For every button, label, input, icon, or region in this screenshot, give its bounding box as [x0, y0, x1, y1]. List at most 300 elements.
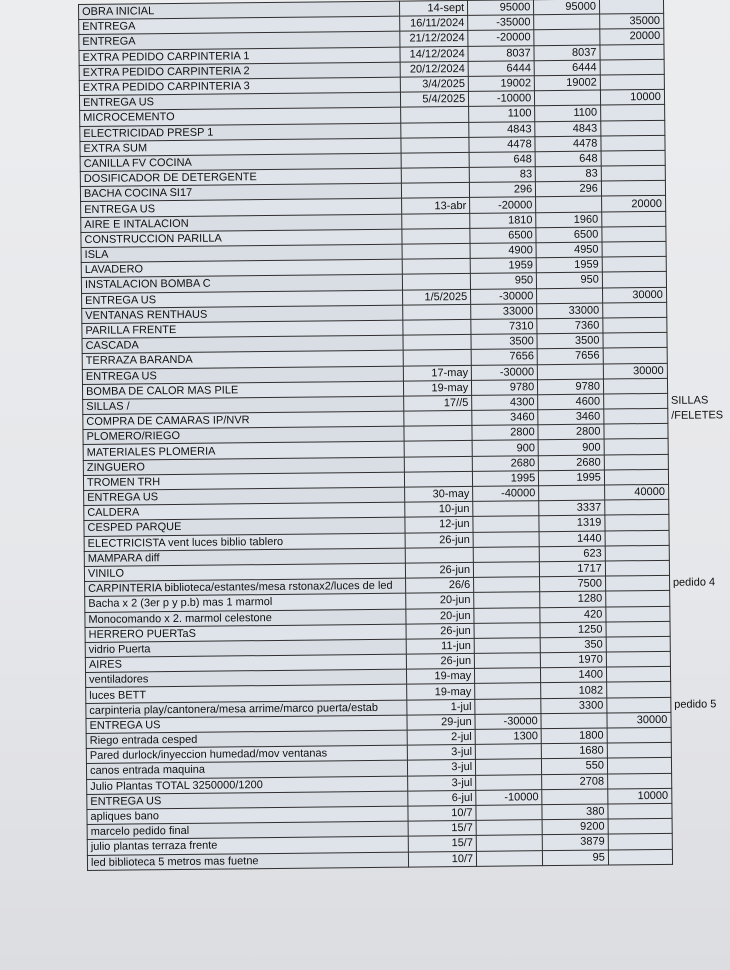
- cost-amount-cell: 1100: [535, 105, 601, 121]
- note-cell: [666, 301, 730, 317]
- date-cell: [404, 456, 472, 472]
- cost-amount-cell: 2708: [542, 774, 608, 790]
- cost-amount-cell: 3879: [542, 834, 608, 850]
- entrega-amount-cell: [602, 257, 666, 273]
- entrega-amount-cell: [606, 621, 670, 637]
- paid-amount-cell: [474, 562, 540, 578]
- cost-amount-cell: 3460: [538, 409, 604, 425]
- description-cell: Bacha x 2 (3er p y p.b) mas 1 marmol: [85, 593, 406, 612]
- entrega-amount-cell: [602, 272, 666, 288]
- note-cell: [669, 590, 730, 606]
- note-cell: pedido 4: [672, 576, 716, 590]
- description-cell: ISLA: [81, 244, 402, 263]
- paid-amount-cell: 296: [470, 182, 536, 198]
- note-cell: [669, 544, 730, 560]
- entrega-amount-cell: [606, 636, 670, 652]
- note-cell: [672, 818, 730, 834]
- note-cell: [667, 317, 730, 333]
- description-cell: EXTRA PEDIDO CARPINTERIA 2: [79, 62, 400, 81]
- date-cell: 15/7: [408, 820, 476, 836]
- entrega-amount-cell: [604, 454, 668, 470]
- date-cell: 26-jun: [405, 562, 473, 578]
- date-cell: [402, 259, 470, 275]
- entrega-amount-cell: [599, 0, 663, 14]
- paid-amount-cell: [474, 653, 540, 669]
- description-cell: CANILLA FV COCINA: [80, 153, 401, 172]
- date-cell: [403, 319, 471, 335]
- cost-amount-cell: 6444: [534, 60, 600, 76]
- note-cell: [666, 256, 730, 272]
- paid-amount-cell: [473, 531, 539, 547]
- cost-amount-cell: 1440: [539, 531, 605, 547]
- date-cell: [404, 471, 472, 487]
- note-cell: [666, 286, 730, 302]
- paid-amount-cell: 6444: [468, 60, 534, 76]
- cost-amount-cell: 19002: [535, 75, 601, 91]
- note-cell: [665, 134, 730, 150]
- description-cell: INSTALACION BOMBA C: [81, 274, 402, 293]
- paid-amount-cell: -20000: [468, 30, 534, 46]
- cost-amount-cell: 6500: [536, 227, 602, 243]
- date-cell: [404, 441, 472, 457]
- entrega-amount-cell: [604, 469, 668, 485]
- note-cell: [664, 58, 730, 74]
- description-cell: EXTRA PEDIDO CARPINTERIA 3: [79, 77, 400, 96]
- note-cell: [672, 787, 730, 803]
- cost-amount-cell: 420: [540, 607, 606, 623]
- note-cell: [663, 13, 729, 29]
- cost-amount-cell: 4478: [535, 136, 601, 152]
- description-cell: vidrio Puerta: [85, 639, 406, 658]
- date-cell: 20-jun: [406, 608, 474, 624]
- cost-amount-cell: 900: [538, 439, 604, 455]
- cost-amount-cell: 2680: [538, 455, 604, 471]
- expense-table: [78, 0, 730, 871]
- description-cell: CALDERA: [84, 502, 405, 521]
- entrega-amount-cell: [603, 378, 667, 394]
- description-cell: Monocomando x 2. marmol celestone: [85, 609, 406, 628]
- date-cell: [401, 122, 469, 138]
- cost-amount-cell: 648: [535, 151, 601, 167]
- entrega-amount-cell: [601, 165, 665, 181]
- paid-amount-cell: 3460: [472, 410, 538, 426]
- paid-amount-cell: 4478: [469, 136, 535, 152]
- entrega-amount-cell: [605, 530, 669, 546]
- description-cell: ENTREGA US: [82, 290, 403, 309]
- cost-amount-cell: 33000: [537, 303, 603, 319]
- cost-amount-cell: [534, 29, 600, 45]
- paid-amount-cell: 33000: [471, 303, 537, 319]
- entrega-amount-cell: [605, 575, 669, 591]
- description-cell: led biblioteca 5 metros mas fuetne: [87, 852, 408, 871]
- date-cell: 11-jun: [406, 638, 474, 654]
- paid-amount-cell: 2680: [472, 455, 538, 471]
- entrega-amount-cell: [607, 758, 671, 774]
- date-cell: 26/6: [405, 578, 473, 594]
- date-cell: 1-jul: [407, 699, 475, 715]
- cost-amount-cell: 4950: [536, 242, 602, 258]
- paid-amount-cell: [474, 577, 540, 593]
- description-cell: PARILLA FRENTE: [82, 320, 403, 339]
- cost-amount-cell: 380: [542, 804, 608, 820]
- paid-amount-cell: 19002: [468, 76, 534, 92]
- date-cell: 16/11/2024: [400, 16, 468, 32]
- cost-amount-cell: 1400: [541, 667, 607, 683]
- note-cell: [667, 332, 730, 348]
- description-cell: DOSIFICADOR DE DETERGENTE: [80, 168, 401, 187]
- cost-amount-cell: 4600: [538, 394, 604, 410]
- paid-amount-cell: 2800: [472, 425, 538, 441]
- description-cell: ELECTRICISTA vent luces biblio tablero: [84, 533, 405, 552]
- note-cell: [667, 347, 730, 363]
- cost-amount-cell: [539, 485, 605, 501]
- paid-amount-cell: -10000: [476, 789, 542, 805]
- paid-amount-cell: [473, 501, 539, 517]
- paid-amount-cell: [474, 607, 540, 623]
- entrega-amount-cell: [607, 743, 671, 759]
- description-cell: EXTRA PEDIDO CARPINTERIA 1: [79, 47, 400, 66]
- date-cell: [402, 228, 470, 244]
- date-cell: [402, 243, 470, 259]
- cost-amount-cell: 350: [540, 637, 606, 653]
- paid-amount-cell: [476, 820, 542, 836]
- cost-amount-cell: 1800: [541, 728, 607, 744]
- description-cell: ENTREGA US: [81, 199, 402, 218]
- entrega-amount-cell: [603, 348, 667, 364]
- note-cell: [668, 453, 730, 469]
- note-cell: [665, 150, 730, 166]
- paid-amount-cell: [475, 683, 541, 699]
- note-cell: [672, 848, 730, 864]
- paid-amount-cell: -10000: [469, 91, 535, 107]
- entrega-amount-cell: 10000: [608, 788, 672, 804]
- entrega-amount-cell: 10000: [600, 89, 664, 105]
- entrega-amount-cell: [602, 241, 666, 257]
- description-cell: HERRERO PUERTaS: [85, 624, 406, 643]
- description-cell: EXTRA SUM: [80, 138, 401, 157]
- cost-amount-cell: 1970: [541, 652, 607, 668]
- cost-amount-cell: [538, 364, 604, 380]
- description-cell: CARPINTERIA biblioteca/estantes/mesa rstonax2/luces de led: [85, 578, 406, 597]
- cost-amount-cell: 95000: [534, 0, 600, 15]
- description-cell: BACHA COCINA SI17: [80, 183, 401, 202]
- note-cell: [670, 636, 730, 652]
- note-cell: [670, 681, 730, 697]
- paid-amount-cell: -30000: [471, 364, 537, 380]
- cost-amount-cell: 1280: [540, 591, 606, 607]
- note-cell: [669, 529, 730, 545]
- date-cell: 19-may: [403, 380, 471, 396]
- entrega-amount-cell: 35000: [600, 14, 664, 30]
- date-cell: [402, 213, 470, 229]
- date-cell: [401, 167, 469, 183]
- description-cell: canos entrada maquina: [86, 760, 407, 779]
- entrega-amount-cell: [603, 332, 667, 348]
- cost-amount-cell: 550: [542, 758, 608, 774]
- paid-amount-cell: [475, 668, 541, 684]
- date-cell: [403, 335, 471, 351]
- description-cell: PLOMERO/RIEGO: [83, 426, 404, 445]
- date-cell: [400, 107, 468, 123]
- date-cell: 29-jun: [407, 714, 475, 730]
- cost-amount-cell: 950: [537, 272, 603, 288]
- paid-amount-cell: -40000: [473, 486, 539, 502]
- note-cell: [669, 499, 730, 515]
- entrega-amount-cell: [601, 105, 665, 121]
- paid-amount-cell: [477, 850, 543, 866]
- entrega-amount-cell: [606, 651, 670, 667]
- paid-amount-cell: [476, 805, 542, 821]
- date-cell: 26-jun: [406, 623, 474, 639]
- note-cell: [667, 377, 730, 393]
- paid-amount-cell: 4843: [469, 121, 535, 137]
- note-cell: [665, 119, 730, 135]
- cost-amount-cell: 3300: [541, 698, 607, 714]
- entrega-amount-cell: [604, 408, 668, 424]
- cost-amount-cell: [535, 90, 601, 106]
- entrega-amount-cell: [608, 849, 672, 865]
- paid-amount-cell: 95000: [468, 0, 534, 16]
- entrega-amount-cell: [602, 211, 666, 227]
- paid-amount-cell: 6500: [470, 228, 536, 244]
- description-cell: apliques bano: [87, 806, 408, 825]
- note-cell: [668, 468, 730, 484]
- entrega-amount-cell: [604, 393, 668, 409]
- date-cell: 2-jul: [407, 729, 475, 745]
- cost-amount-cell: 9780: [538, 379, 604, 395]
- note-cell: [666, 271, 730, 287]
- entrega-amount-cell: [604, 439, 668, 455]
- note-cell: [666, 225, 730, 241]
- note-cell: pedido 5: [674, 698, 717, 711]
- cost-amount-cell: 1082: [541, 682, 607, 698]
- entrega-amount-cell: [601, 181, 665, 197]
- date-cell: 14/12/2024: [400, 46, 468, 62]
- entrega-amount-cell: [602, 226, 666, 242]
- date-cell: 3-jul: [407, 745, 475, 761]
- paid-amount-cell: 7656: [471, 349, 537, 365]
- entrega-amount-cell: [608, 773, 672, 789]
- description-cell: Pared durlock/inyeccion humedad/mov ventanas: [86, 745, 407, 764]
- entrega-amount-cell: 20000: [601, 196, 665, 212]
- entrega-amount-cell: [605, 560, 669, 576]
- note-cell: [671, 727, 730, 743]
- paid-amount-cell: -35000: [468, 15, 534, 31]
- description-cell: CESPED PARQUE: [84, 517, 405, 536]
- note-cell: [664, 104, 730, 120]
- description-cell: VINILO: [84, 563, 405, 582]
- note-cell: [666, 241, 730, 257]
- entrega-amount-cell: [606, 591, 670, 607]
- date-cell: 10/7: [408, 851, 476, 867]
- paid-amount-cell: 9780: [472, 379, 538, 395]
- note-cell: /FELETES: [671, 409, 724, 422]
- note-cell: [663, 0, 729, 14]
- paid-amount-cell: [476, 774, 542, 790]
- date-cell: [402, 274, 470, 290]
- date-cell: 20-jun: [406, 593, 474, 609]
- description-cell: ENTREGA: [79, 16, 400, 35]
- date-cell: 17-may: [403, 365, 471, 381]
- cost-amount-cell: 1319: [539, 515, 605, 531]
- note-cell: [671, 757, 730, 773]
- cost-amount-cell: [541, 713, 607, 729]
- description-cell: COMPRA DE CAMARAS IP/NVR: [83, 411, 404, 430]
- date-cell: [401, 183, 469, 199]
- date-cell: 1/5/2025: [402, 289, 470, 305]
- description-cell: OBRA INICIAL: [79, 1, 400, 20]
- note-cell: SILLAS: [670, 394, 709, 407]
- note-cell: [668, 423, 730, 439]
- paid-amount-cell: [474, 622, 540, 638]
- entrega-amount-cell: [603, 317, 667, 333]
- paid-amount-cell: 950: [471, 273, 537, 289]
- description-cell: MICROCEMENTO: [80, 107, 401, 126]
- entrega-amount-cell: [600, 59, 664, 75]
- entrega-amount-cell: [601, 150, 665, 166]
- paid-amount-cell: -30000: [471, 288, 537, 304]
- description-cell: ENTREGA US: [79, 92, 400, 111]
- description-cell: julio plantas terraza frente: [87, 836, 408, 855]
- description-cell: AIRE E INTALACION: [81, 214, 402, 233]
- cost-amount-cell: 296: [536, 181, 602, 197]
- date-cell: 20/12/2024: [400, 61, 468, 77]
- cost-amount-cell: 1250: [540, 622, 606, 638]
- date-cell: [403, 350, 471, 366]
- entrega-amount-cell: [608, 818, 672, 834]
- date-cell: [404, 426, 472, 442]
- date-cell: 26-jun: [406, 653, 474, 669]
- note-cell: [670, 651, 730, 667]
- cost-amount-cell: 4843: [535, 121, 601, 137]
- entrega-amount-cell: [600, 74, 664, 90]
- cost-amount-cell: 83: [535, 166, 601, 182]
- description-cell: Julio Plantas TOTAL 3250000/1200: [87, 776, 408, 795]
- date-cell: [405, 547, 473, 563]
- entrega-amount-cell: [605, 500, 669, 516]
- note-cell: [670, 666, 730, 682]
- cost-amount-cell: [536, 196, 602, 212]
- paid-amount-cell: [475, 698, 541, 714]
- paid-amount-cell: 1810: [470, 212, 536, 228]
- date-cell: 26-jun: [405, 532, 473, 548]
- note-cell: [664, 74, 730, 90]
- entrega-amount-cell: [606, 667, 670, 683]
- date-cell: 10-jun: [405, 502, 473, 518]
- description-cell: ENTREGA: [79, 32, 400, 51]
- description-cell: TERRAZA BARANDA: [82, 350, 403, 369]
- description-cell: SILLAS /: [83, 396, 404, 415]
- paid-amount-cell: 83: [469, 167, 535, 183]
- note-cell: [668, 438, 730, 454]
- date-cell: [401, 152, 469, 168]
- description-cell: VENTANAS RENTHAUS: [82, 305, 403, 324]
- paid-amount-cell: [476, 835, 542, 851]
- note-cell: [669, 514, 730, 530]
- note-cell: [664, 43, 730, 59]
- description-cell: Riego entrada cesped: [86, 730, 407, 749]
- paid-amount-cell: [474, 592, 540, 608]
- date-cell: 19-may: [406, 669, 474, 685]
- description-cell: MATERIALES PLOMERIA: [83, 442, 404, 461]
- date-cell: 21/12/2024: [400, 31, 468, 47]
- date-cell: 3/4/2025: [400, 76, 468, 92]
- entrega-amount-cell: [604, 424, 668, 440]
- entrega-amount-cell: 40000: [604, 484, 668, 500]
- date-cell: 17//5: [404, 395, 472, 411]
- date-cell: 13-abr: [401, 198, 469, 214]
- date-cell: 10/7: [408, 805, 476, 821]
- note-cell: [664, 28, 730, 44]
- description-cell: TROMEN TRH: [83, 472, 404, 491]
- paid-amount-cell: 900: [472, 440, 538, 456]
- description-cell: ENTREGA US: [87, 791, 408, 810]
- date-cell: 15/7: [408, 836, 476, 852]
- entrega-amount-cell: 30000: [607, 712, 671, 728]
- description-cell: ENTREGA US: [86, 715, 407, 734]
- description-cell: ZINGUERO: [83, 457, 404, 476]
- paid-amount-cell: -30000: [475, 714, 541, 730]
- cost-amount-cell: 623: [539, 546, 605, 562]
- cost-amount-cell: 3500: [537, 333, 603, 349]
- note-cell: [665, 165, 730, 181]
- date-cell: 19-may: [407, 684, 475, 700]
- cost-amount-cell: 7500: [540, 576, 606, 592]
- note-cell: [665, 195, 730, 211]
- paid-amount-cell: -20000: [470, 197, 536, 213]
- description-cell: CASCADA: [82, 335, 403, 354]
- cost-amount-cell: [537, 288, 603, 304]
- cost-amount-cell: [542, 789, 608, 805]
- description-cell: AIRES: [85, 654, 406, 673]
- entrega-amount-cell: [608, 834, 672, 850]
- date-cell: 3-jul: [407, 760, 475, 776]
- date-cell: [404, 410, 472, 426]
- entrega-amount-cell: [607, 682, 671, 698]
- description-cell: ventiladores: [86, 669, 407, 688]
- description-cell: BOMBA DE CALOR MAS PILE: [82, 381, 403, 400]
- entrega-amount-cell: [607, 727, 671, 743]
- note-cell: [670, 620, 730, 636]
- note-cell: [669, 560, 730, 576]
- cost-amount-cell: 7656: [537, 348, 603, 364]
- note-cell: [665, 180, 730, 196]
- cost-amount-cell: 1960: [536, 212, 602, 228]
- cost-amount-cell: [534, 14, 600, 30]
- note-cell: [664, 89, 730, 105]
- date-cell: 6-jul: [408, 790, 476, 806]
- description-cell: carpinteria play/cantonera/mesa arrime/marco puerta/estab: [86, 700, 407, 719]
- paid-amount-cell: 648: [469, 152, 535, 168]
- date-cell: 3-jul: [407, 775, 475, 791]
- paid-amount-cell: [473, 516, 539, 532]
- cost-amount-cell: 1717: [540, 561, 606, 577]
- entrega-amount-cell: 30000: [603, 363, 667, 379]
- cost-amount-cell: 2800: [538, 424, 604, 440]
- paid-amount-cell: [473, 546, 539, 562]
- date-cell: [403, 304, 471, 320]
- paid-amount-cell: [474, 638, 540, 654]
- cost-amount-cell: 8037: [534, 45, 600, 61]
- paid-amount-cell: 1995: [473, 471, 539, 487]
- date-cell: 14-sept: [399, 0, 467, 16]
- note-cell: [671, 711, 730, 727]
- entrega-amount-cell: 20000: [600, 29, 664, 45]
- entrega-amount-cell: [603, 302, 667, 318]
- note-cell: [672, 833, 730, 849]
- date-cell: 5/4/2025: [400, 92, 468, 108]
- paid-amount-cell: 8037: [468, 45, 534, 61]
